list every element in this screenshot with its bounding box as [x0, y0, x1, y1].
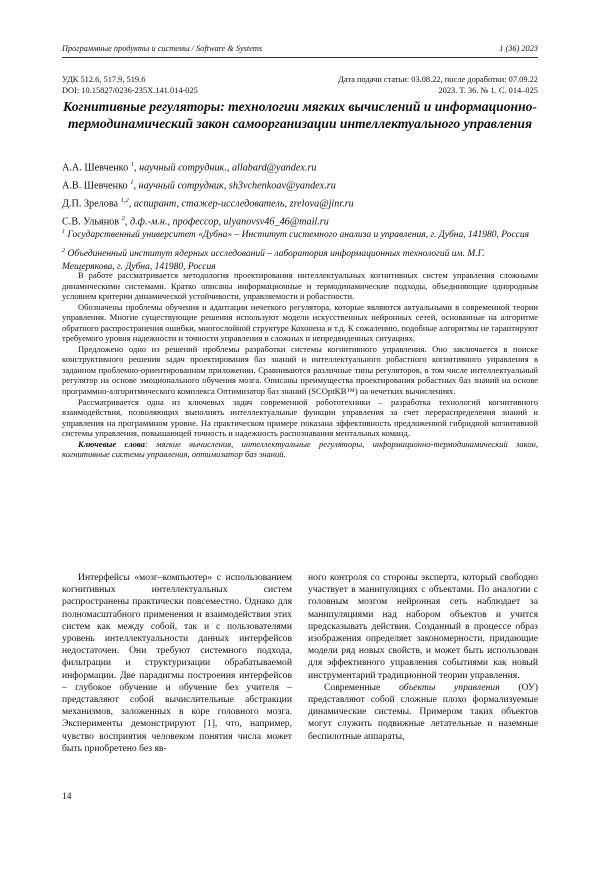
author-affil-ref: 1: [130, 161, 134, 168]
author-info: , научный сотрудник., allabard@yandex.ru: [134, 162, 317, 174]
issue-info: 2023. Т. 36. № 1. С. 014–025: [438, 86, 538, 95]
body-column-left: [62, 572, 292, 755]
author-affil-ref: 2: [121, 214, 125, 222]
running-header-issue: 1 (36) 2023: [499, 44, 538, 53]
body-paragraph: Интерфейсы «мозг–компьютер» с использованием когнитивных интеллектуальных систем распространены практически повсеместно. Однако для полномасштабного применения и взаимодействия этих систем как между собой, так и с пользователями уровень интеллектуальности данных интерфейсов недостаточен. Они требуют системного подхода, фильтрации и структуризации обрабатываемой информации. Две парадигмы построения интерфейсов – глубокое обучение и обучение без учителя – представляют собой вычислительные абстракции механизмов, заложенных в коре головного мозга. Эксперименты демонстрируют [1], что, например, чувство восприятия человеком понятия числа может быть приобретено без яв-: [62, 572, 292, 754]
body-text: (ОУ) представляют собой сложные плохо формализуемые динамические системы. Примером таких объектов могут служить подвижные летательные и наземные беспилотные аппараты,: [308, 681, 538, 742]
article-identifiers: [62, 74, 198, 96]
affiliation-number: 2: [62, 246, 66, 254]
author-list: [62, 158, 354, 230]
udk-code: УДК 512.6, 517.9, 519.6: [62, 75, 146, 84]
abstract-paragraph: Рассматривается одна из ключевых задач современной робототехники – разработка технологий когнитивного взаимодействия, позволяющих выполнять интеллектуальные функции управления за счет перераспределения знаний и управления на программном уровне. На практическом примере показана эффективность предложенной гибридной когнитивной системы управления, повышающей точность и надежность распознавания ментальных команд.: [62, 396, 538, 439]
keywords-label: Ключевые слова: [78, 438, 145, 449]
keywords: [62, 439, 538, 460]
abstract-paragraph: Предложено одно из решений проблемы разработки системы когнитивного управления. Оно заключается в поиске конструктивного решения задач проектирования баз знаний и интеллектуального робастного когнитивного управления в заданном проблемно-ориентированном приложении. Сравниваются различные типы регуляторов, в том числе интеллектуальный регулятор на основе эмоционального обучения мозга. Описаны преимущества проектирования робастных баз знаний на основе программно-алгоритмического комплекса Оптимизатор баз знаний (SCOptKB™) на нечетких вычислениях.: [62, 343, 538, 397]
body-text: Современные: [324, 681, 399, 693]
author-entry: [62, 194, 354, 212]
article-title: Когнитивные регуляторы: технологии мягких вычислений и информационно-термодинамический закон самоорганизации интеллектуального управления: [63, 99, 537, 131]
author-name: Д.П. Зрелова: [62, 198, 119, 210]
affiliation-item: [62, 226, 538, 242]
author-affil-ref: 1: [130, 178, 134, 186]
author-info: , научный сотрудник, sh3vchenkoav@yandex.ru: [133, 180, 336, 192]
header-divider: [62, 57, 538, 58]
abstract-paragraph: Обозначены проблемы обучения и адаптации нечеткого регулятора, которые являются актуальными в современной теории управления. Многие существующие решения используют модели искусственных нейронных сетей, основанные на алгоритме обратного распространения ошибки, многослойной структуре Кохонена и т.д. К сожалению, подобные алгоритмы не гарантируют требуемого уровня надежности и точности управления в сложных и непредвиденных ситуациях.: [62, 301, 538, 344]
author-name: А.А. Шевченко: [62, 162, 129, 174]
author-entry: [62, 176, 354, 194]
page-number: 14: [62, 792, 72, 802]
author-info: , д.ф.-м.н., профессор, ulyanovsv46_46@mail.ru: [124, 216, 329, 228]
running-header-journal: Программные продукты и системы / Software & Systems: [62, 44, 263, 53]
doi[interactable]: DOI: 10.15827/0236-235X.141.014-025: [62, 86, 198, 95]
author-affil-ref: 1,2: [120, 196, 129, 204]
author-name: А.В. Шевченко: [62, 180, 128, 192]
abstract-paragraph: В работе рассматривается методология проектирования интеллектуальных когнитивных систем управления сложными динамическими системами. Кратко описаны информационные и термодинамические подходы, объединяющие однородным условием критерии динамической устойчивости, управляемости и робастности.: [62, 270, 538, 302]
article-dates: [338, 74, 538, 96]
author-name: С.В. Ульянов: [62, 216, 120, 228]
body-paragraph: [308, 682, 538, 743]
author-info: , аспирант, стажер-исследователь, zrelova@jinr.ru: [128, 198, 354, 210]
submission-dates: Дата подачи статьи: 03.08.22, после доработки: 07.09.22: [338, 75, 538, 84]
body-column-right: [308, 572, 538, 743]
author-entry: [62, 158, 354, 176]
body-paragraph: ного контроля со стороны эксперта, который свободно участвует в манипуляциях с объектами. По аналогии с головным мозгом нейронная сеть наблюдает за манипуляциями над набором объектов и учится предсказывать действия. Созданный в процессе образ изображения определяет закономерности, придающие модели ряд новых свойств, и может быть использован для эффективного управления событиями как новый инструментарий традиционной теории управления.: [308, 572, 538, 681]
affiliation-text: Объединенный институт ядерных исследований – лаборатория информационных технологий им. М.Г. Мещерякова, г. Дубна, 141980, Россия: [62, 249, 485, 272]
emphasis-term: объекты управления: [398, 681, 500, 693]
affiliation-number: 1: [62, 228, 66, 235]
abstract: [62, 270, 538, 460]
affiliation-text: Государственный университет «Дубна» – Институт системного анализа и управления, г. Дубна, 141980, Россия: [67, 230, 530, 241]
keywords-list: : мягкие вычисления, интеллектуальные регуляторы, информационно-термодинамический закон, когнитивные системы управления, оптимизатор баз знаний.: [62, 438, 538, 460]
